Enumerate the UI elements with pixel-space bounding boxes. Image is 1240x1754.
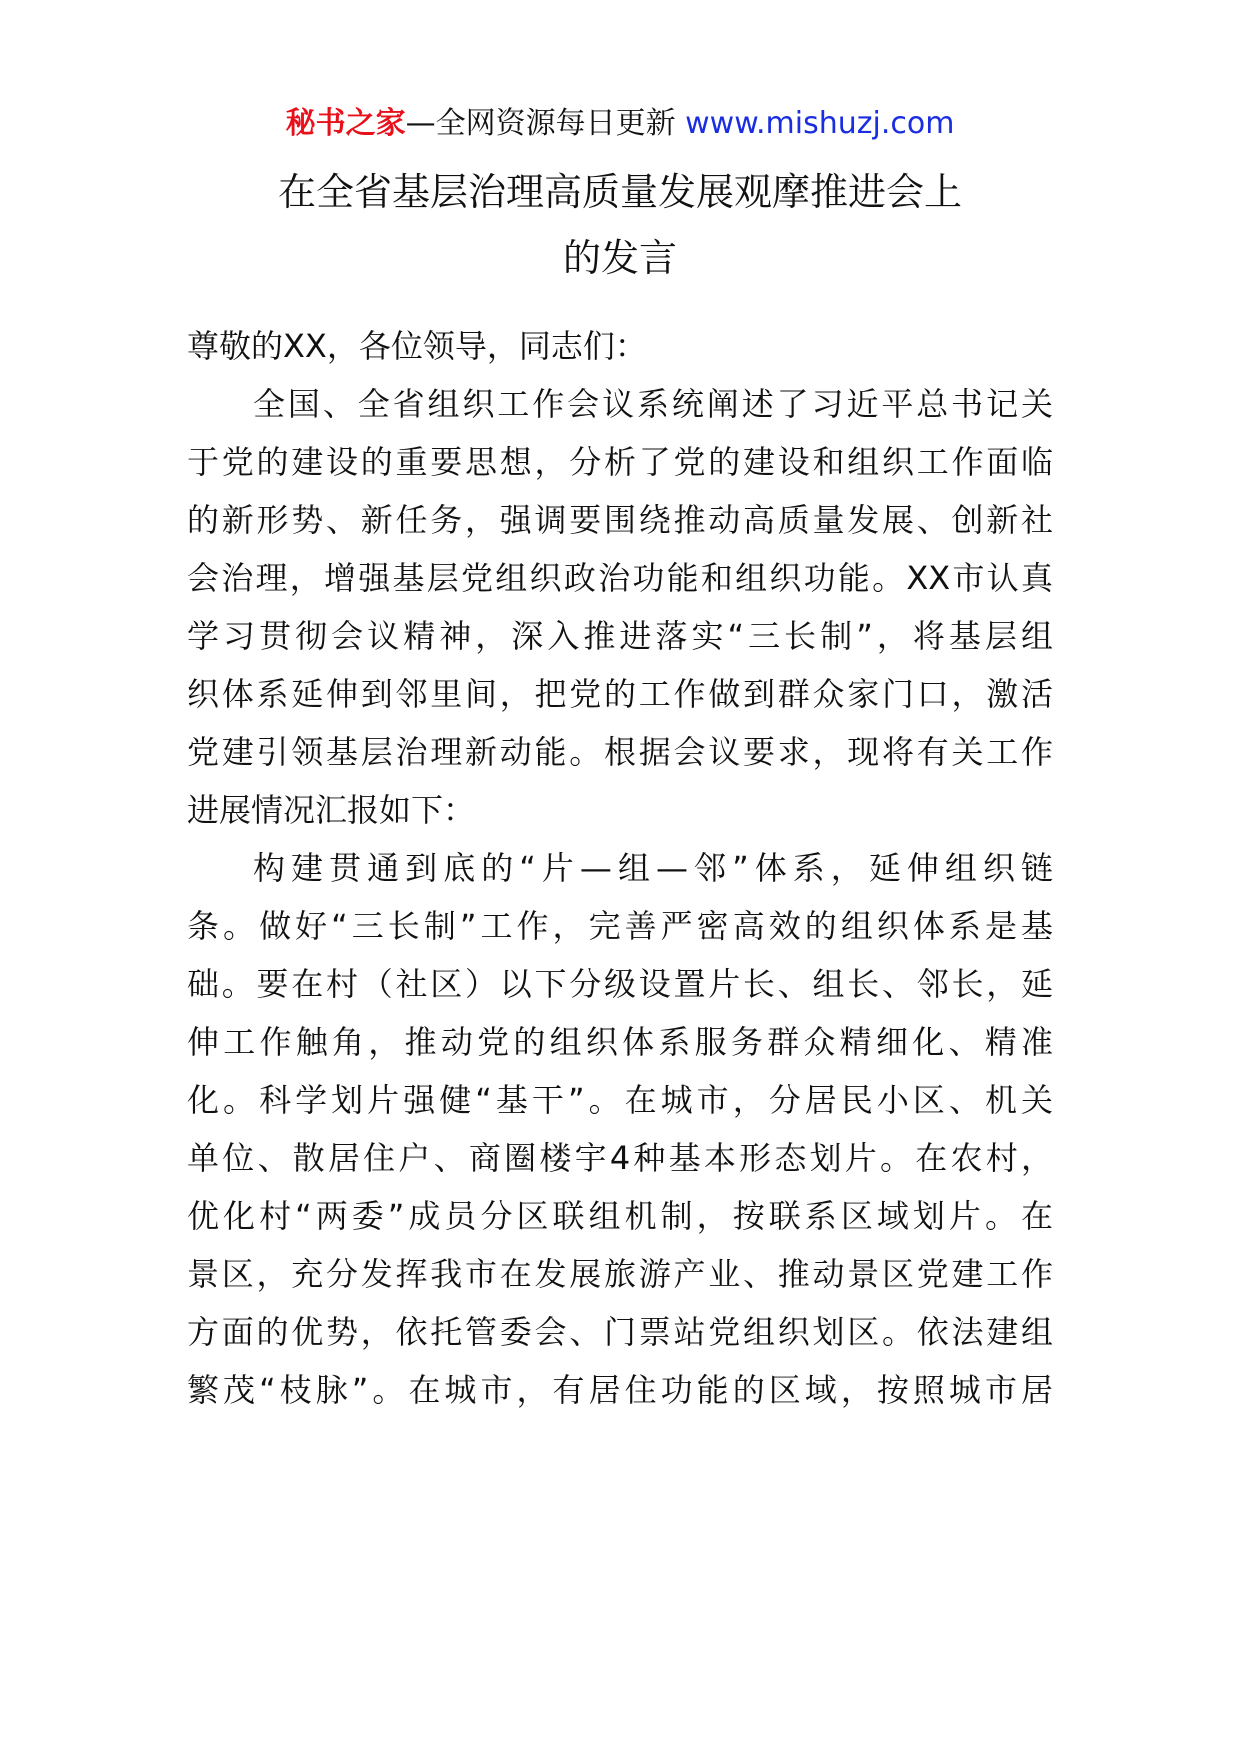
body-text-line: 全国、全省组织工作会议系统阐述了习近平总书记关 [253, 385, 1053, 423]
body-text-line: 于党的建设的重要思想，分析了党的建设和组织工作面临 [187, 443, 1053, 481]
body-text-line: 党建引领基层治理新动能。根据会议要求，现将有关工作 [187, 733, 1053, 771]
body-text-line: 础。要在村（社区）以下分级设置片长、组长、邻长，延 [187, 965, 1053, 1003]
site-header [0, 100, 1240, 148]
body-text-line: 景区，充分发挥我市在发展旅游产业、推动景区党建工作 [187, 1255, 1053, 1293]
body-text-line: 条。做好“三长制”工作，完善严密高效的组织体系是基 [187, 907, 1053, 945]
body-text-line: 化。科学划片强健“基干”。在城市，分居民小区、机关 [187, 1081, 1053, 1119]
body-text-line: 繁茂“枝脉”。在城市，有居住功能的区域，按照城市居 [187, 1371, 1053, 1409]
body-text-line: 伸工作触角，推动党的组织体系服务群众精细化、精准 [187, 1023, 1053, 1061]
body-text-line: 织体系延伸到邻里间，把党的工作做到群众家门口，激活 [187, 675, 1053, 713]
body-text-line: 会治理，增强基层党组织政治功能和组织功能。XX市认真 [187, 559, 1053, 597]
body-text-line: 学习贯彻会议精神，深入推进落实“三长制”，将基层组 [187, 617, 1053, 655]
document-title-line-1: 在全省基层治理高质量发展观摩推进会上 [277, 170, 962, 214]
section-heading-line: 构建贯通到底的“片—组—邻”体系，延伸组织链 [253, 849, 1053, 887]
body-text-line: 的新形势、新任务，强调要围绕推动高质量发展、创新社 [187, 501, 1053, 539]
body-text-line: 优化村“两委”成员分区联组机制，按联系区域划片。在 [187, 1197, 1053, 1235]
body-text-line: 单位、散居住户、商圈楼宇4种基本形态划片。在农村， [187, 1139, 1053, 1177]
body-text-line: 方面的优势，依托管委会、门票站党组织划区。依法建组 [187, 1313, 1053, 1351]
site-tagline: —全网资源每日更新 [405, 106, 686, 141]
document-title-line-2: 的发言 [562, 236, 677, 280]
site-url-link[interactable]: www.mishuzj.com [685, 106, 955, 141]
salutation: 尊敬的XX，各位领导，同志们： [187, 327, 647, 365]
body-text-line: 进展情况汇报如下： [187, 791, 476, 829]
site-brand: 秘书之家 [285, 106, 406, 141]
